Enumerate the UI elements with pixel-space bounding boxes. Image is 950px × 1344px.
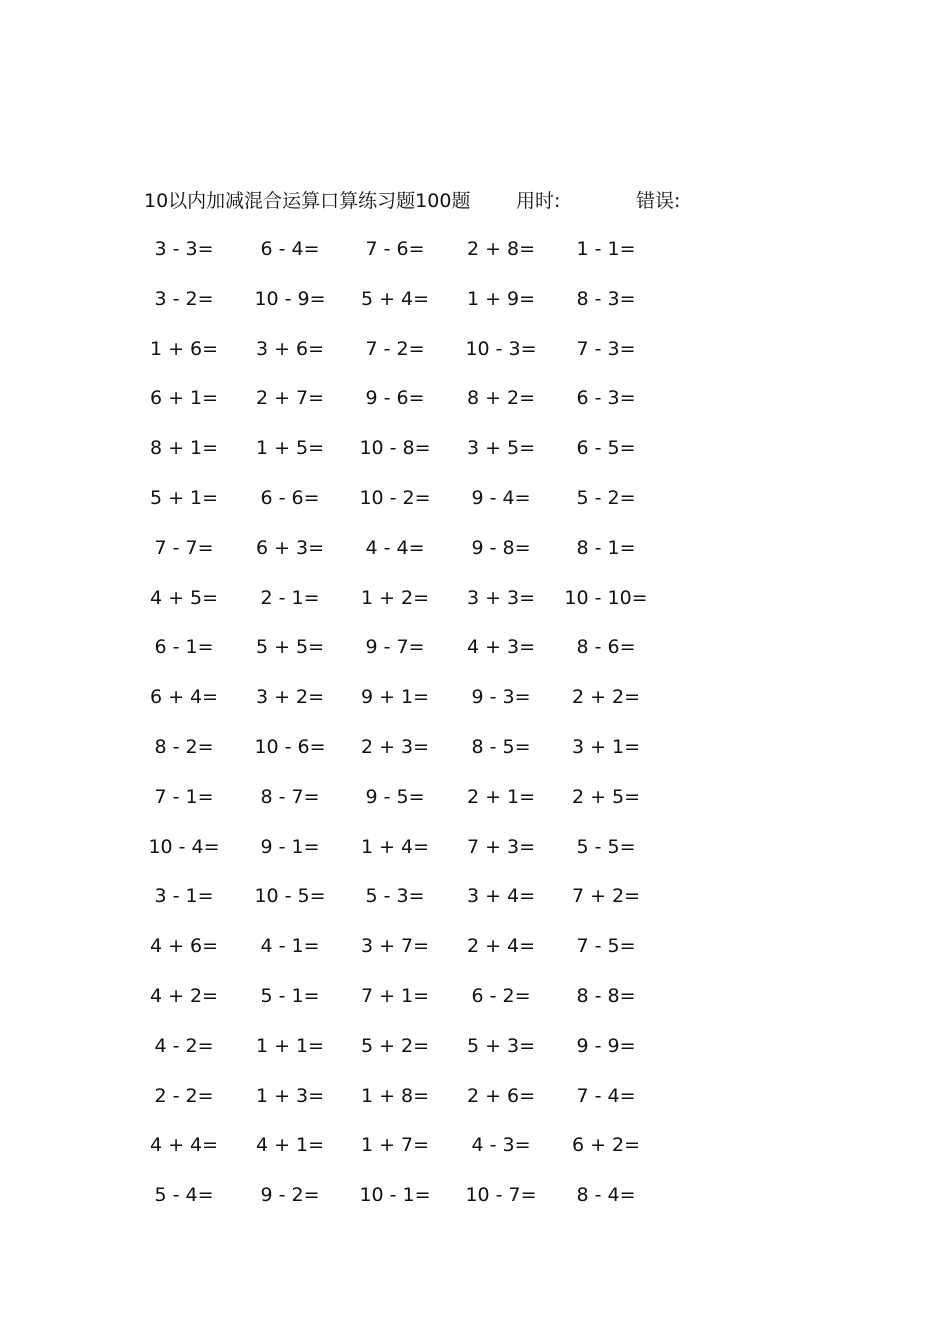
problem-row (0, 732, 950, 782)
math-problem: 3 + 4= (466, 885, 536, 908)
math-problem: 4 + 3= (466, 636, 536, 659)
math-problem: 3 + 2= (255, 686, 325, 709)
math-problem: 2 + 6= (466, 1084, 536, 1107)
math-problem: 9 - 4= (471, 486, 531, 509)
math-problem: 10 - 7= (465, 1184, 537, 1207)
math-problem: 9 - 7= (365, 636, 425, 659)
math-problem: 6 - 4= (260, 238, 320, 260)
math-problem: 3 - 2= (154, 287, 214, 310)
math-problem: 8 - 1= (576, 536, 636, 559)
math-problem: 4 + 4= (149, 1134, 219, 1157)
math-problem: 5 - 4= (154, 1184, 214, 1207)
math-problem: 8 - 8= (576, 984, 636, 1007)
math-problem: 9 - 2= (260, 1184, 320, 1207)
worksheet-title: 10以内加减混合运算口算练习题100题 (144, 190, 471, 212)
math-problem: 9 - 6= (365, 387, 425, 410)
problem-row (0, 334, 950, 384)
math-problem: 3 + 1= (571, 735, 641, 758)
math-problem: 8 - 6= (576, 636, 636, 659)
math-problem: 6 - 3= (576, 387, 636, 410)
math-problem: 8 - 2= (154, 735, 214, 758)
math-problem: 2 + 2= (571, 686, 641, 709)
math-problem: 1 - 1= (576, 238, 636, 260)
problem-row (0, 383, 950, 433)
math-problem: 1 + 9= (466, 287, 536, 310)
problem-row (0, 931, 950, 981)
problem-row (0, 533, 950, 583)
math-problem: 1 + 6= (149, 337, 219, 360)
math-problem: 3 + 3= (466, 586, 536, 609)
math-problem: 8 + 1= (149, 437, 219, 460)
math-problem: 5 - 2= (576, 486, 636, 509)
math-problem: 6 - 6= (260, 486, 320, 509)
problem-row (0, 1130, 950, 1180)
math-problem: 4 - 3= (471, 1134, 531, 1157)
math-problem: 5 - 3= (365, 885, 425, 908)
math-problem: 4 - 1= (260, 935, 320, 958)
math-problem: 4 - 2= (154, 1034, 214, 1057)
math-problem: 10 - 2= (359, 486, 431, 509)
math-problem: 1 + 7= (360, 1134, 430, 1157)
problem-grid (0, 234, 950, 1230)
math-problem: 6 - 2= (471, 984, 531, 1007)
math-problem: 10 - 10= (564, 586, 648, 609)
math-problem: 2 - 2= (154, 1084, 214, 1107)
math-problem: 10 - 8= (359, 437, 431, 460)
math-problem: 3 + 5= (466, 437, 536, 460)
math-problem: 10 - 4= (148, 835, 220, 858)
math-problem: 4 + 2= (149, 984, 219, 1007)
math-problem: 7 + 1= (360, 984, 430, 1007)
math-problem: 5 - 5= (576, 835, 636, 858)
math-problem: 8 - 4= (576, 1184, 636, 1207)
math-problem: 7 - 3= (576, 337, 636, 360)
math-problem: 8 - 7= (260, 785, 320, 808)
error-count-label: 错误: (636, 190, 681, 212)
math-problem: 9 - 9= (576, 1034, 636, 1057)
math-problem: 6 - 5= (576, 437, 636, 460)
problem-row (0, 881, 950, 931)
math-problem: 6 + 4= (149, 686, 219, 709)
math-problem: 7 - 6= (365, 238, 425, 260)
math-problem: 9 - 1= (260, 835, 320, 858)
problem-row (0, 284, 950, 334)
math-problem: 2 + 3= (360, 735, 430, 758)
math-problem: 7 - 5= (576, 935, 636, 958)
problem-row (0, 1180, 950, 1230)
problem-row (0, 583, 950, 633)
math-problem: 2 + 7= (255, 387, 325, 410)
math-problem: 5 + 4= (360, 287, 430, 310)
math-problem: 3 - 1= (154, 885, 214, 908)
math-problem: 3 - 3= (154, 238, 214, 260)
math-problem: 10 - 3= (465, 337, 537, 360)
math-problem: 7 - 1= (154, 785, 214, 808)
math-problem: 5 - 1= (260, 984, 320, 1007)
problem-row (0, 832, 950, 882)
math-problem: 2 + 5= (571, 785, 641, 808)
math-problem: 10 - 5= (254, 885, 326, 908)
math-problem: 6 + 1= (149, 387, 219, 410)
math-problem: 1 + 1= (255, 1034, 325, 1057)
math-problem: 9 + 1= (360, 686, 430, 709)
math-problem: 1 + 2= (360, 586, 430, 609)
math-problem: 4 - 4= (365, 536, 425, 559)
math-problem: 8 - 3= (576, 287, 636, 310)
math-problem: 5 + 5= (255, 636, 325, 659)
math-problem: 1 + 5= (255, 437, 325, 460)
math-problem: 2 + 1= (466, 785, 536, 808)
problem-row (0, 682, 950, 732)
math-problem: 6 + 2= (571, 1134, 641, 1157)
math-problem: 7 - 2= (365, 337, 425, 360)
math-problem: 4 + 6= (149, 935, 219, 958)
problem-row (0, 1031, 950, 1081)
math-problem: 9 - 3= (471, 686, 531, 709)
math-problem: 8 + 2= (466, 387, 536, 410)
math-problem: 7 + 3= (466, 835, 536, 858)
math-problem: 10 - 1= (359, 1184, 431, 1207)
problem-row (0, 433, 950, 483)
problem-row (0, 1081, 950, 1131)
math-problem: 3 + 7= (360, 935, 430, 958)
problem-row (0, 483, 950, 533)
math-problem: 5 + 2= (360, 1034, 430, 1057)
math-problem: 5 + 1= (149, 486, 219, 509)
math-problem: 6 + 3= (255, 536, 325, 559)
problem-row (0, 234, 950, 284)
math-problem: 1 + 4= (360, 835, 430, 858)
time-used-label: 用时: (516, 190, 561, 212)
math-problem: 9 - 5= (365, 785, 425, 808)
math-problem: 1 + 3= (255, 1084, 325, 1107)
math-problem: 7 - 4= (576, 1084, 636, 1107)
math-problem: 5 + 3= (466, 1034, 536, 1057)
math-problem: 3 + 6= (255, 337, 325, 360)
math-problem: 2 + 4= (466, 935, 536, 958)
problem-row (0, 632, 950, 682)
math-problem: 7 - 7= (154, 536, 214, 559)
math-problem: 1 + 8= (360, 1084, 430, 1107)
problem-row (0, 782, 950, 832)
problem-row (0, 981, 950, 1031)
math-problem: 10 - 6= (254, 735, 326, 758)
math-problem: 8 - 5= (471, 735, 531, 758)
math-problem: 9 - 8= (471, 536, 531, 559)
math-problem: 4 + 1= (255, 1134, 325, 1157)
math-problem: 2 + 8= (466, 238, 536, 260)
math-problem: 7 + 2= (571, 885, 641, 908)
math-problem: 2 - 1= (260, 586, 320, 609)
math-problem: 6 - 1= (154, 636, 214, 659)
math-problem: 10 - 9= (254, 287, 326, 310)
math-problem: 4 + 5= (149, 586, 219, 609)
